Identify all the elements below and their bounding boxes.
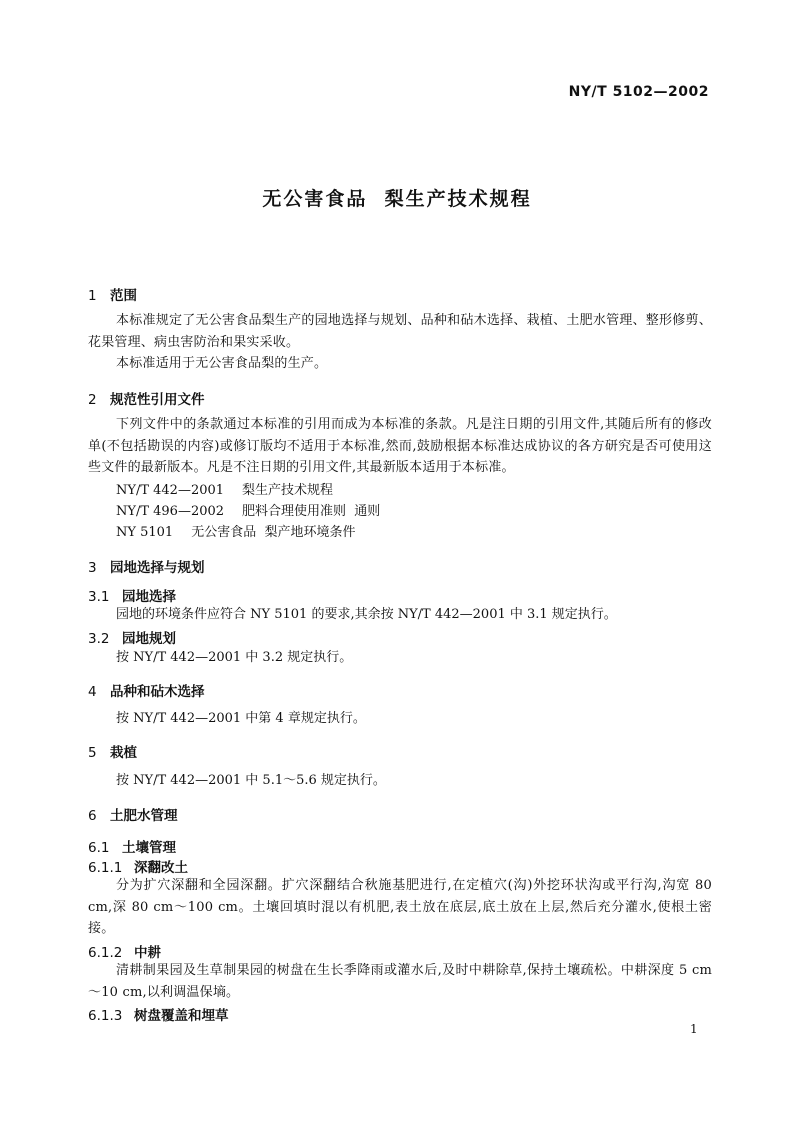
subsection-title: 园地选择 [122, 589, 176, 605]
subsection-3-1-heading [88, 585, 176, 605]
reference-code: NY 5101 [116, 525, 174, 540]
subsection-title: 中耕 [134, 945, 161, 961]
subsection-title: 园地规划 [122, 631, 176, 647]
section-3-heading [88, 556, 205, 576]
section-4-heading [88, 680, 205, 700]
subsection-3-1-text: 园地的环境条件应符合 NY 5101 的要求,其余按 NY/T 442—2001 中 3.1 规定执行。 [116, 607, 617, 622]
section-number: 1 [88, 288, 97, 304]
subsection-6-1-heading [88, 836, 176, 856]
subsection-number: 3.2 [88, 631, 110, 647]
section-title: 土肥水管理 [110, 808, 178, 824]
reference-item [116, 501, 380, 522]
subsection-number: 6.1.2 [88, 945, 123, 961]
section-1-heading [88, 284, 137, 304]
section-2-paragraph-1: 下列文件中的条款通过本标准的引用而成为本标准的条款。凡是注日期的引用文件,其随后所有的修改单(不包括勘误的内容)或修订版均不适用于本标准,然而,鼓励根据本标准达成协议的各方研究是否可使用这些文件的最新版本。凡是不注日期的引用文件,其最新版本适用于本标准。 [88, 417, 712, 475]
subsection-6-1-2-text: 清耕制果园及生草制果园的树盘在生长季降雨或灌水后,及时中耕除草,保持土壤疏松。中耕深度 5 cm～10 cm,以利调温保墒。 [88, 963, 712, 1000]
section-title: 园地选择与规划 [110, 560, 205, 576]
reference-name: 梨生产技术规程 [242, 483, 334, 498]
subsection-title: 土壤管理 [122, 840, 176, 856]
section-2-heading [88, 388, 205, 408]
section-title: 规范性引用文件 [110, 392, 205, 408]
subsection-3-2-heading [88, 627, 176, 647]
reference-code: NY/T 496—2002 [116, 504, 225, 519]
subsection-title: 深翻改土 [134, 860, 188, 876]
section-number: 2 [88, 392, 97, 408]
section-number: 5 [88, 745, 97, 761]
section-4-text: 按 NY/T 442—2001 中第 4 章规定执行。 [116, 711, 366, 726]
section-number: 6 [88, 808, 97, 824]
section-number: 4 [88, 684, 97, 700]
subsection-number: 3.1 [88, 589, 110, 605]
section-number: 3 [88, 560, 97, 576]
document-title: 无公害食品 梨生产技术规程 [262, 188, 532, 210]
subsection-6-1-1-heading [88, 856, 188, 876]
section-title: 范围 [110, 288, 137, 304]
subsection-title: 树盘覆盖和埋草 [134, 1008, 229, 1024]
section-5-text: 按 NY/T 442—2001 中 5.1～5.6 规定执行。 [116, 773, 386, 788]
reference-name: 无公害食品 梨产地环境条件 [191, 525, 356, 540]
standard-code: NY/T 5102—2002 [568, 84, 709, 100]
section-title: 栽植 [110, 745, 137, 761]
subsection-number: 6.1 [88, 840, 110, 856]
subsection-3-2-text: 按 NY/T 442—2001 中 3.2 规定执行。 [116, 650, 353, 665]
reference-item [116, 480, 333, 501]
page-number: 1 [690, 1022, 698, 1036]
reference-name: 肥料合理使用准则 通则 [242, 504, 381, 519]
subsection-number: 6.1.1 [88, 860, 123, 876]
subsection-6-1-1-text: 分为扩穴深翻和全园深翻。扩穴深翻结合秋施基肥进行,在定植穴(沟)外挖环状沟或平行沟,沟宽 80 cm,深 80 cm～100 cm。土壤回填时混以有机肥,表土放在底层,底土放在上层,然后充分灌水,使根土密接。 [88, 878, 712, 936]
reference-code: NY/T 442—2001 [116, 483, 225, 498]
reference-item [116, 522, 355, 543]
subsection-number: 6.1.3 [88, 1008, 123, 1024]
subsection-6-1-2-heading [88, 941, 161, 961]
section-1-paragraph-2: 本标准适用于无公害食品梨的生产。 [116, 356, 328, 371]
section-5-heading [88, 741, 137, 761]
section-title: 品种和砧木选择 [110, 684, 205, 700]
section-6-heading [88, 804, 178, 824]
subsection-6-1-3-heading [88, 1004, 229, 1024]
section-1-paragraph-1: 本标准规定了无公害食品梨生产的园地选择与规划、品种和砧木选择、栽植、土肥水管理、整形修剪、花果管理、病虫害防治和果实采收。 [88, 313, 712, 350]
